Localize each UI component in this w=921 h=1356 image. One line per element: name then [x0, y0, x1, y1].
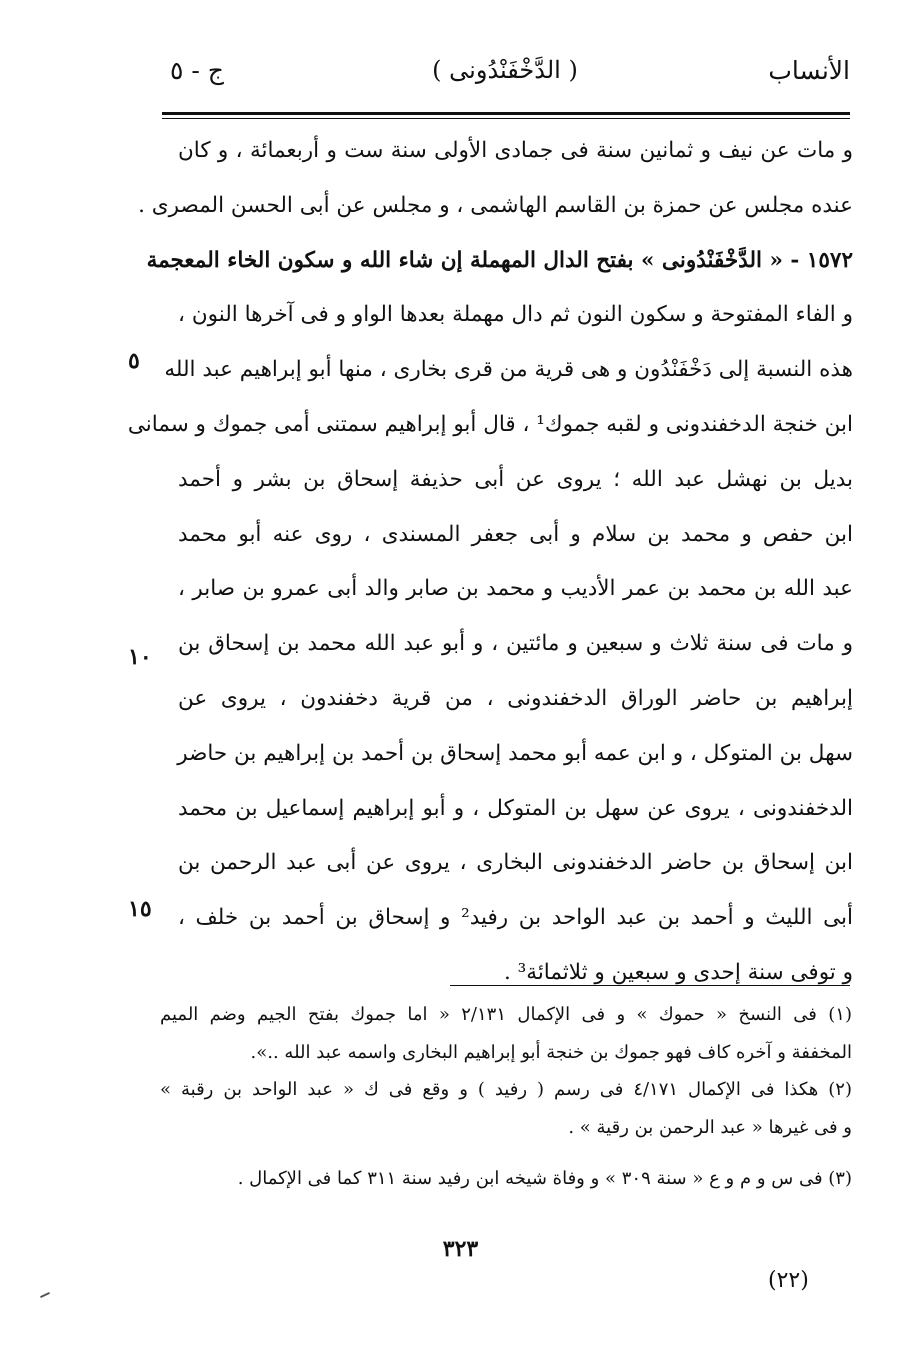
text-line: و مات فى سنة ثلاث و سبعين و مائتين ، و أبو عبد الله محمد بن إسحاق بن [178, 631, 853, 657]
footnote-2-line: و فى غيرها « عبد الرحمن بن رقية » . [568, 1116, 852, 1138]
text-line: سهل بن المتوكل ، و ابن عمه أبو محمد إسحاق بن أحمد بن إبراهيم بن حاضر [177, 740, 853, 766]
line-number-5: ٥ [128, 348, 140, 374]
footnote-1-line: المخففة و آخره كاف فهو جموك بن خنجة أبو إبراهيم البخارى واسمه عبد الله ..». [250, 1041, 852, 1063]
text-line: و الفاء المفتوحة و سكون النون ثم دال مهملة بعدها الواو و فى آخرها النون ، [178, 302, 853, 328]
text-line: الدخفندونى ، يروى عن سهل بن المتوكل ، و أبو إبراهيم إسماعيل بن محمد [178, 795, 853, 821]
text-line: إبراهيم بن حاضر الوراق الدخفندونى ، من قرية دخفندون ، يروى عن [178, 685, 853, 711]
text-line: و توفى سنة إحدى و سبعين و ثلاثمائة³ . [504, 959, 853, 985]
text-line: ابن إسحاق بن حاضر الدخفندونى البخارى ، يروى عن أبى عبد الرحمن بن [178, 850, 853, 876]
text-line: ابن حفص و محمد بن سلام و أبى جعفر المسندى ، روى عنه أبو محمد [178, 521, 853, 547]
stray-pen-mark [40, 1292, 50, 1298]
text-line: عبد الله بن محمد بن عمر الأديب و محمد بن صابر والد أبى عمرو بن صابر ، [178, 576, 853, 602]
volume-label: ج - ٥ [170, 56, 224, 85]
text-line: و مات عن نيف و ثمانين سنة فى جمادى الأولى سنة ست و أربعمائة ، و كان [178, 138, 853, 163]
header-rule-thin [162, 118, 850, 119]
entry-title: ( الدَّخْفَنْدُونى ) [432, 56, 578, 84]
text-line: هذه النسبة إلى دَخْفَنْدُون و هى قرية من قرى بخارى ، منها أبو إبراهيم عبد الله [164, 357, 853, 383]
text-line: ابن خنجة الدخفندونى و لقبه جموك¹ ، قال أبو إبراهيم سمتنى أمى جموك و سمانى [127, 411, 853, 437]
signature-mark: (٢٢) [768, 1268, 809, 1293]
entry-heading-line [146, 234, 853, 289]
footnote-spacer [160, 1146, 852, 1160]
footnote-2-line: (٢) هكذا فى الإكمال ٤/١٧١ فى رسم ( رفيد ) و وقع فى ك « عبد الواحد بن رقبة » [160, 1079, 852, 1100]
footnote-1-line: (١) فى النسخ « حموك » و فى الإكمال ٢/١٣١ « اما جموك بفتح الجيم وضم الميم [160, 1004, 852, 1025]
footnotes [160, 996, 852, 1198]
text-line: عنده مجلس عن حمزة بن القاسم الهاشمى ، و مجلس عن أبى الحسن المصرى . [138, 192, 853, 218]
header-rule-thick [162, 112, 850, 115]
text-line: أبى الليث و أحمد بن عبد الواحد بن رفيد² و إسحاق بن أحمد بن خلف ، [178, 905, 853, 931]
entry-heading: ١٥٧٢ - « الدَّخْفَنْدُونى » بفتح الدال المهملة إن شاء الله و سكون الخاء المعجمة [146, 247, 853, 273]
footnote-3-line: (٣) فى س و م و ع « سنة ٣٠٩ » و وفاة شيخه ابن رفيد سنة ٣١١ كما فى الإكمال . [237, 1168, 852, 1189]
text-line: بديل بن نهشل عبد الله ؛ يروى عن أبى حذيفة إسحاق بن بشر و أحمد [178, 466, 853, 492]
book-title: الأنساب [768, 56, 850, 85]
line-number-15: ١٥ [128, 896, 152, 922]
page-number: ٣٢٣ [442, 1236, 479, 1262]
line-number-10: ١٠ [128, 644, 152, 670]
running-header [160, 56, 850, 98]
footnote-rule [450, 985, 850, 986]
